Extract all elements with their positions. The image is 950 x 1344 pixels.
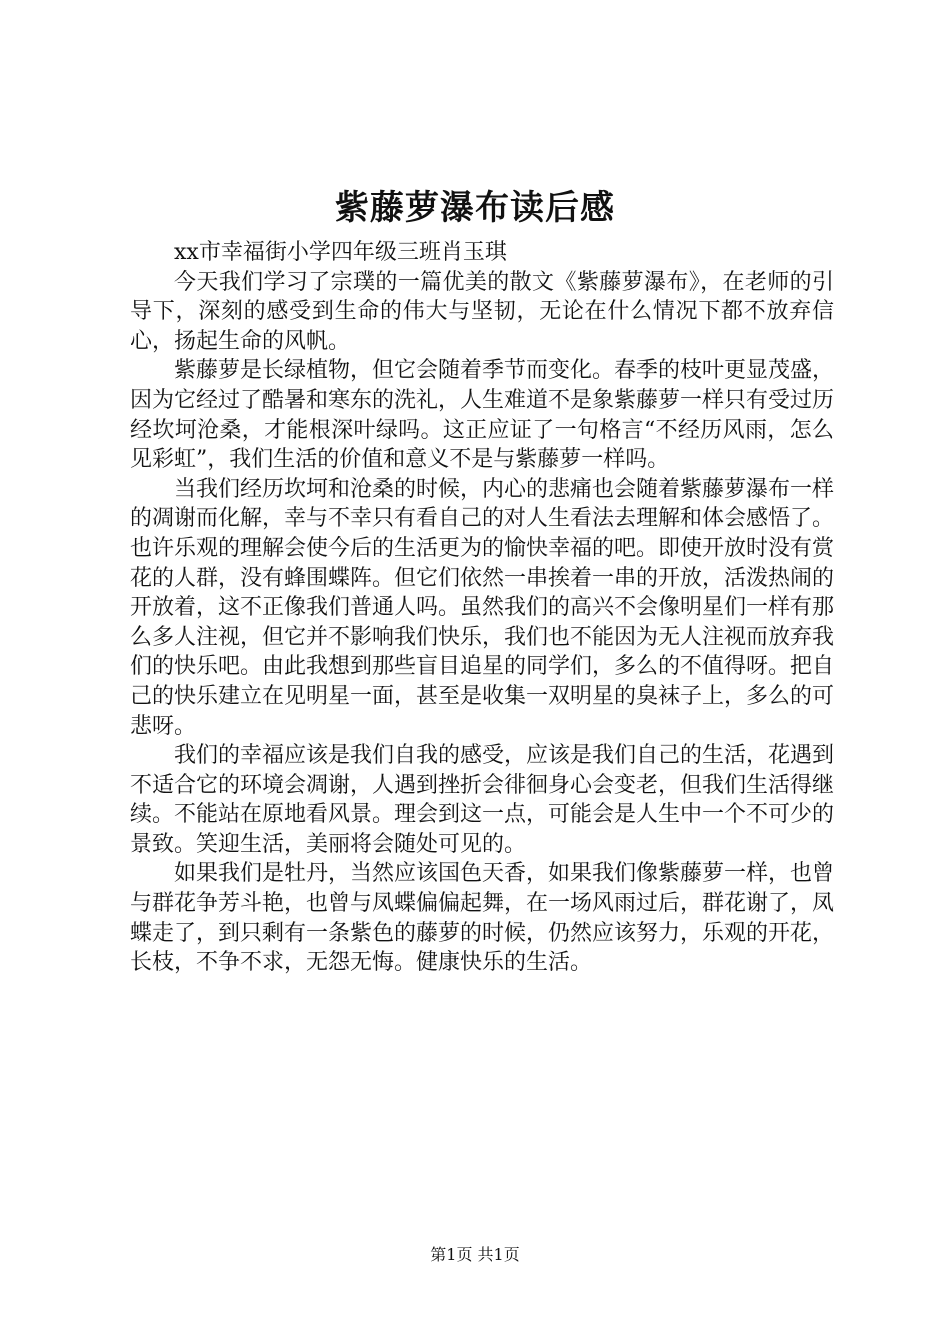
document-title: 紫藤萝瀑布读后感 [335,188,615,228]
paragraph-1: 今天我们学习了宗璞的一篇优美的散文《紫藤萝瀑布》，在老师的引导下，深刻的感受到生命的伟大与坚韧，无论在什么情况下都不放弃信心，扬起生命的风帆。 [130,269,834,354]
paragraph-3: 当我们经历坎坷和沧桑的时候，内心的悲痛也会随着紫藤萝瀑布一样的凋谢而化解，幸与不幸只有看自己的对人生看法去理解和体会感悟了。也许乐观的理解会使今后的生活更为的愉快幸福的吧。即使开放时没有赏花的人群，没有蜂围蝶阵。但它们依然一串挨着一串的开放，活泼热闹的开放着，这不正像我们普通人吗。虽然我们的高兴不会像明星们一样有那么多人注视，但它并不影响我们快乐，我们也不能因为无人注视而放弃我们的快乐吧。由此我想到那些盲目追星的同学们，多么的不值得呀。把自己的快乐建立在见明星一面，甚至是收集一双明星的臭袜子上，多么的可悲呀。 [130,476,835,739]
paragraph-5: 如果我们是牡丹，当然应该国色天香，如果我们像紫藤萝一样，也曾与群花争芳斗艳，也曾与凤蝶偏偏起舞，在一场风雨过后，群花谢了，凤蝶走了，到只剩有一条紫色的藤萝的时候，仍然应该努力，乐观的开花，长枝，不争不求，无怨无悔。健康快乐的生活。 [130,861,835,976]
page-number-footer: 第1页 共1页 [430,1245,520,1264]
paragraph-2: 紫藤萝是长绿植物，但它会随着季节而变化。春季的枝叶更显茂盛，因为它经过了酷暑和寒东的洗礼，人生难道不是象紫藤萝一样只有受过历经坎坷沧桑，才能根深叶绿吗。这正应证了一句格言“不经历风雨，怎么见彩虹”，我们生活的价值和意义不是与紫藤萝一样吗。 [130,358,835,473]
document-body [130,238,834,978]
author-line: xx市幸福街小学四年级三班肖玉琪 [174,240,507,265]
paragraph-4: 我们的幸福应该是我们自我的感受，应该是我们自己的生活，花遇到不适合它的环境会凋谢，人遇到挫折会徘徊身心会变老，但我们生活得继续。不能站在原地看风景。理会到这一点，可能会是人生中一个不可少的景致。笑迎生活，美丽将会随处可见的。 [130,743,835,857]
